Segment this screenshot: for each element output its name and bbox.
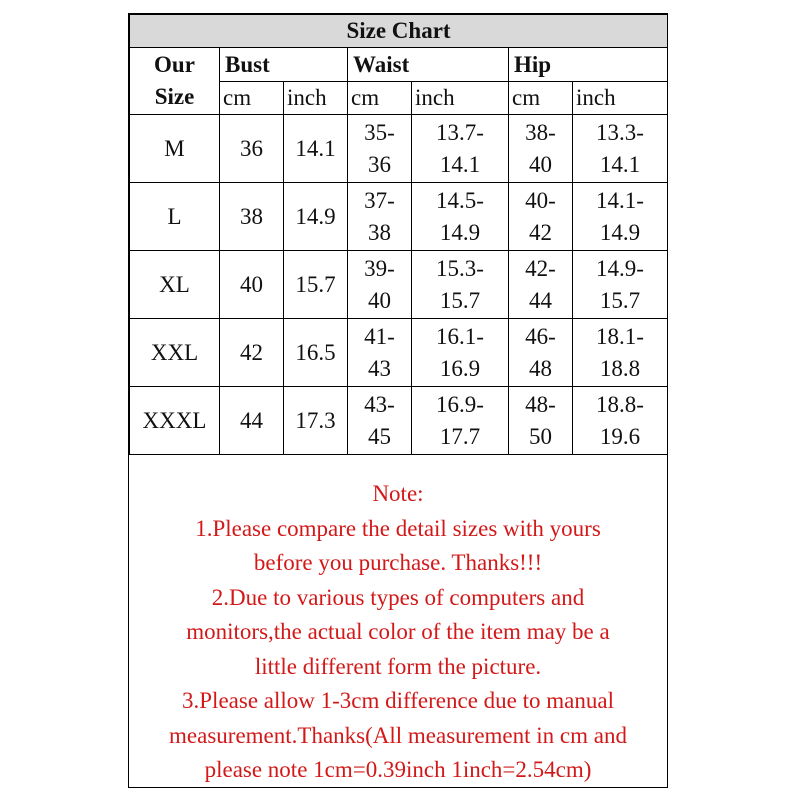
hip-cm-cell-line: 50: [529, 423, 552, 449]
hip-cm-cell-line: 42-: [525, 255, 556, 281]
size-rows: [130, 115, 668, 455]
bust-inch-cell: 16.5: [284, 319, 348, 387]
waist-inch-cell-line: 16.1-: [436, 323, 484, 349]
chart-title: Size Chart: [130, 15, 668, 48]
hip-inch-cell-line: 14.9: [599, 219, 641, 245]
waist-cm-cell-line: 41-: [364, 323, 395, 349]
hip-inch-cell: [573, 115, 668, 183]
waist-inch-cell-line: 16.9: [439, 355, 481, 381]
waist-cm-cell-line: 39-: [364, 255, 395, 281]
hip-cm-cell: [509, 115, 573, 183]
hip-cm-cell-line: 46-: [525, 323, 556, 349]
hip-inch-cell: [573, 387, 668, 455]
waist-cm-cell-line: 43-: [364, 391, 395, 417]
hip-inch-cell-line: 18.8: [599, 355, 641, 381]
table-row: [130, 319, 668, 387]
hip-inch-cell-line: 14.1-: [596, 187, 644, 213]
hip-inch-cell: [573, 251, 668, 319]
waist-cm-cell-line: 37-: [364, 187, 395, 213]
waist-inch-cell-line: 13.7-: [436, 119, 484, 145]
bust-cm-header: cm: [220, 82, 284, 115]
hip-cm-header: cm: [509, 82, 573, 115]
note-line: 2.Due to various types of computers and: [211, 584, 585, 610]
hip-cm-cell: [509, 183, 573, 251]
size-cell: L: [130, 183, 220, 251]
waist-cm-cell: [348, 319, 412, 387]
table-row: [130, 115, 668, 183]
table-row: [130, 183, 668, 251]
hip-inch-header: inch: [573, 82, 668, 115]
note-line: measurement.Thanks(All measurement in cm and: [169, 722, 627, 748]
waist-header: Waist: [348, 48, 509, 82]
note-line: monitors,the actual color of the item may be a: [186, 619, 610, 644]
waist-cm-cell: [348, 387, 412, 455]
size-cell: M: [130, 115, 220, 183]
hip-cm-cell-line: 44: [529, 287, 552, 313]
hip-header: Hip: [509, 48, 668, 82]
note-line: please note 1cm=0.39inch 1inch=2.54cm): [204, 757, 592, 782]
waist-cm-header: cm: [348, 82, 412, 115]
waist-cm-cell: [348, 115, 412, 183]
size-cell: XL: [130, 251, 220, 319]
hip-inch-cell-line: 18.8-: [596, 391, 644, 417]
title-row: [130, 15, 668, 48]
hip-inch-cell-line: 14.1: [599, 151, 641, 177]
waist-inch-cell: [412, 115, 509, 183]
hip-cm-cell-line: 42: [529, 219, 552, 245]
waist-inch-cell-line: 14.1: [439, 151, 481, 177]
waist-cm-cell-line: 45: [368, 423, 391, 449]
hip-inch-cell-line: 19.6: [599, 423, 641, 449]
waist-inch-header: inch: [412, 82, 509, 115]
hip-cm-cell-line: 38-: [525, 119, 556, 145]
bust-header: Bust: [220, 48, 348, 82]
note-line: 3.Please allow 1-3cm difference due to manual: [182, 688, 614, 713]
our-size-line1: Our: [154, 52, 195, 77]
waist-cm-cell-line: 36: [368, 151, 391, 177]
hip-cm-cell-line: 40: [529, 151, 552, 177]
hip-cm-cell-line: 48: [529, 355, 552, 381]
size-chart-sheet: [128, 13, 668, 788]
waist-cm-cell-line: 35-: [364, 119, 395, 145]
hip-cm-cell: [509, 387, 573, 455]
hip-cm-cell: [509, 251, 573, 319]
waist-inch-cell-line: 16.9-: [436, 391, 484, 417]
waist-inch-cell-line: 14.5-: [436, 187, 484, 213]
note-heading: Note:: [372, 481, 424, 506]
hip-inch-cell-line: 13.3-: [596, 119, 644, 145]
hip-cm-cell-line: 40-: [525, 187, 556, 213]
bust-cm-cell: 42: [220, 319, 284, 387]
waist-inch-cell-line: 15.3-: [436, 255, 484, 281]
table-row: [130, 387, 668, 455]
waist-cm-cell-line: 43: [368, 355, 391, 381]
waist-inch-cell: [412, 251, 509, 319]
waist-cm-cell: [348, 183, 412, 251]
waist-cm-cell: [348, 251, 412, 319]
hip-inch-cell-line: 18.1-: [596, 323, 644, 349]
waist-inch-cell-line: 17.7: [439, 423, 481, 449]
waist-inch-cell-line: 14.9: [439, 219, 481, 245]
waist-inch-cell: [412, 319, 509, 387]
note-line: before you purchase. Thanks!!!: [253, 550, 543, 575]
table-row: [130, 251, 668, 319]
bust-cm-cell: 36: [220, 115, 284, 183]
note-block: [129, 477, 667, 788]
bust-inch-cell: 15.7: [284, 251, 348, 319]
waist-inch-cell-line: 15.7: [439, 287, 481, 313]
hip-inch-cell-line: 14.9-: [596, 255, 644, 281]
bust-inch-cell: 17.3: [284, 387, 348, 455]
hip-cm-cell-line: 48-: [525, 391, 556, 417]
waist-cm-cell-line: 38: [368, 219, 391, 245]
note-line: little different form the picture.: [254, 653, 542, 679]
note-line: 1.Please compare the detail sizes with yours: [195, 515, 601, 541]
bust-cm-cell: 38: [220, 183, 284, 251]
waist-inch-cell: [412, 183, 509, 251]
our-size-header: [130, 48, 220, 115]
hip-inch-cell: [573, 319, 668, 387]
hip-inch-cell-line: 15.7: [599, 287, 641, 313]
bust-cm-cell: 44: [220, 387, 284, 455]
size-cell: XXL: [130, 319, 220, 387]
bust-inch-cell: 14.9: [284, 183, 348, 251]
size-table: [129, 14, 668, 455]
bust-inch-header: inch: [284, 82, 348, 115]
hip-inch-cell: [573, 183, 668, 251]
group-header-row: [130, 48, 668, 82]
bust-inch-cell: 14.1: [284, 115, 348, 183]
size-cell: XXXL: [130, 387, 220, 455]
hip-cm-cell: [509, 319, 573, 387]
our-size-line2: Size: [154, 84, 195, 109]
waist-inch-cell: [412, 387, 509, 455]
bust-cm-cell: 40: [220, 251, 284, 319]
waist-cm-cell-line: 40: [368, 287, 391, 313]
